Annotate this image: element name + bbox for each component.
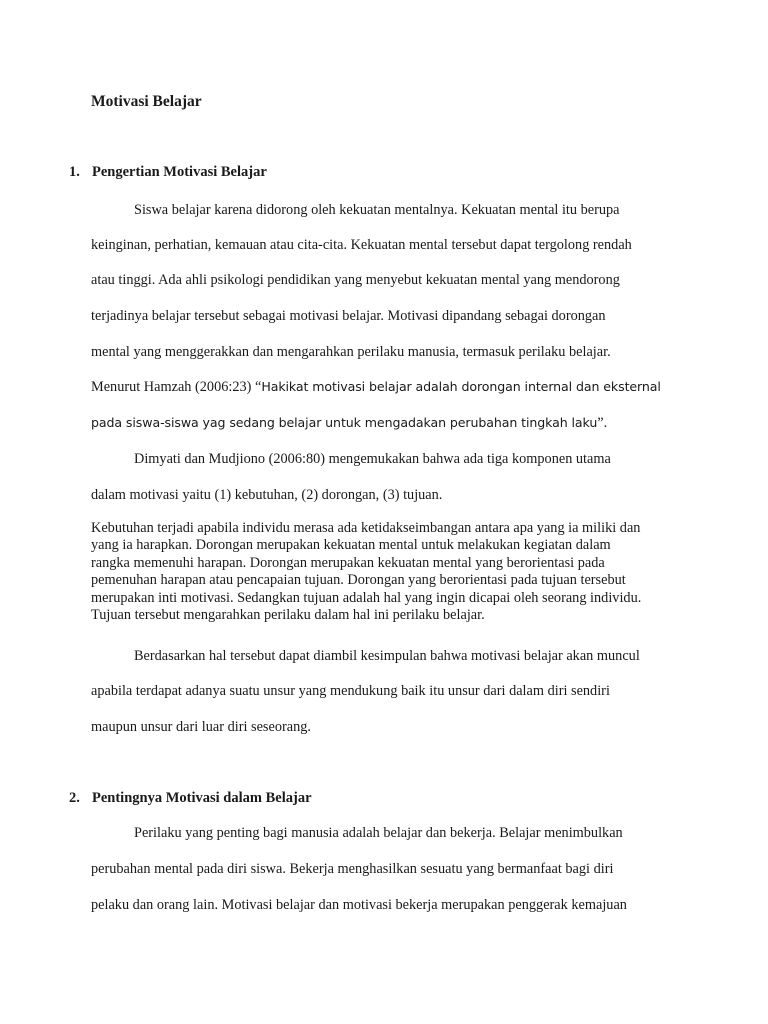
paragraph-line: terjadinya belajar tersebut sebagai motivasi belajar. Motivasi dipandang sebagai dorongan — [91, 308, 606, 324]
section-number: 2. — [69, 790, 80, 806]
section-title: Pentingnya Motivasi dalam Belajar — [92, 790, 312, 806]
section-heading-2 — [69, 790, 312, 807]
paragraph-line: rangka memenuhi harapan. Dorongan merupakan kekuatan mental yang berorientasi pada — [91, 554, 605, 571]
quote-close: ”. — [597, 415, 608, 431]
paragraph-line: dalam motivasi yaitu (1) kebutuhan, (2) dorongan, (3) tujuan. — [91, 487, 443, 503]
paragraph-line: keinginan, perhatian, kemauan atau cita-cita. Kekuatan mental tersebut dapat tergolong rendah — [91, 237, 632, 253]
quote-text: pada siswa-siswa yag sedang belajar untuk mengadakan perubahan tingkah laku — [91, 415, 598, 430]
paragraph-line: Berdasarkan hal tersebut dapat diambil kesimpulan bahwa motivasi belajar akan muncul — [134, 648, 640, 664]
document-title: Motivasi Belajar — [91, 93, 202, 110]
paragraph-line: Perilaku yang penting bagi manusia adalah belajar dan bekerja. Belajar menimbulkan — [134, 825, 623, 841]
quote-line — [91, 414, 607, 432]
section-number: 1. — [69, 164, 80, 180]
paragraph-line: Kebutuhan terjadi apabila individu merasa ada ketidakseimbangan antara apa yang ia miliki dan — [91, 520, 641, 536]
quote-line — [91, 378, 661, 396]
paragraph-line: merupakan inti motivasi. Sedangkan tujuan adalah hal yang ingin dicapai oleh seorang individu. — [91, 589, 642, 606]
paragraph-line: apabila terdapat adanya suatu unsur yang mendukung baik itu unsur dari dalam diri sendiri — [91, 683, 610, 699]
paragraph-line: pemenuhan harapan atau pencapaian tujuan. Dorongan yang berorientasi pada tujuan tersebut — [91, 572, 626, 589]
section-heading-1 — [69, 164, 267, 181]
paragraph-line: pelaku dan orang lain. Motivasi belajar dan motivasi bekerja merupakan penggerak kemajuan — [91, 897, 627, 913]
paragraph-line: perubahan mental pada diri siswa. Bekerja menghasilkan sesuatu yang bermanfaat bagi diri — [91, 861, 614, 877]
section-title: Pengertian Motivasi Belajar — [92, 164, 267, 180]
paragraph-line: Tujuan tersebut mengarahkan perilaku dalam hal ini perilaku belajar. — [91, 607, 485, 624]
quote-intro: Menurut Hamzah (2006:23) “ — [91, 379, 262, 395]
quote-text: Hakikat motivasi belajar adalah dorongan internal dan eksternal — [261, 379, 661, 394]
paragraph-line: maupun unsur dari luar diri seseorang. — [91, 719, 311, 735]
paragraph-line: mental yang menggerakkan dan mengarahkan perilaku manusia, termasuk perilaku belajar. — [91, 344, 611, 360]
paragraph-line: Siswa belajar karena didorong oleh kekuatan mentalnya. Kekuatan mental itu berupa — [134, 202, 620, 218]
paragraph-line: yang ia harapkan. Dorongan merupakan kekuatan mental untuk melakukan kegiatan dalam — [91, 537, 611, 554]
paragraph-line: atau tinggi. Ada ahli psikologi pendidikan yang menyebut kekuatan mental yang mendorong — [91, 272, 620, 288]
paragraph-line: Dimyati dan Mudjiono (2006:80) mengemukakan bahwa ada tiga komponen utama — [134, 451, 611, 467]
single-spaced-paragraph — [91, 520, 681, 624]
